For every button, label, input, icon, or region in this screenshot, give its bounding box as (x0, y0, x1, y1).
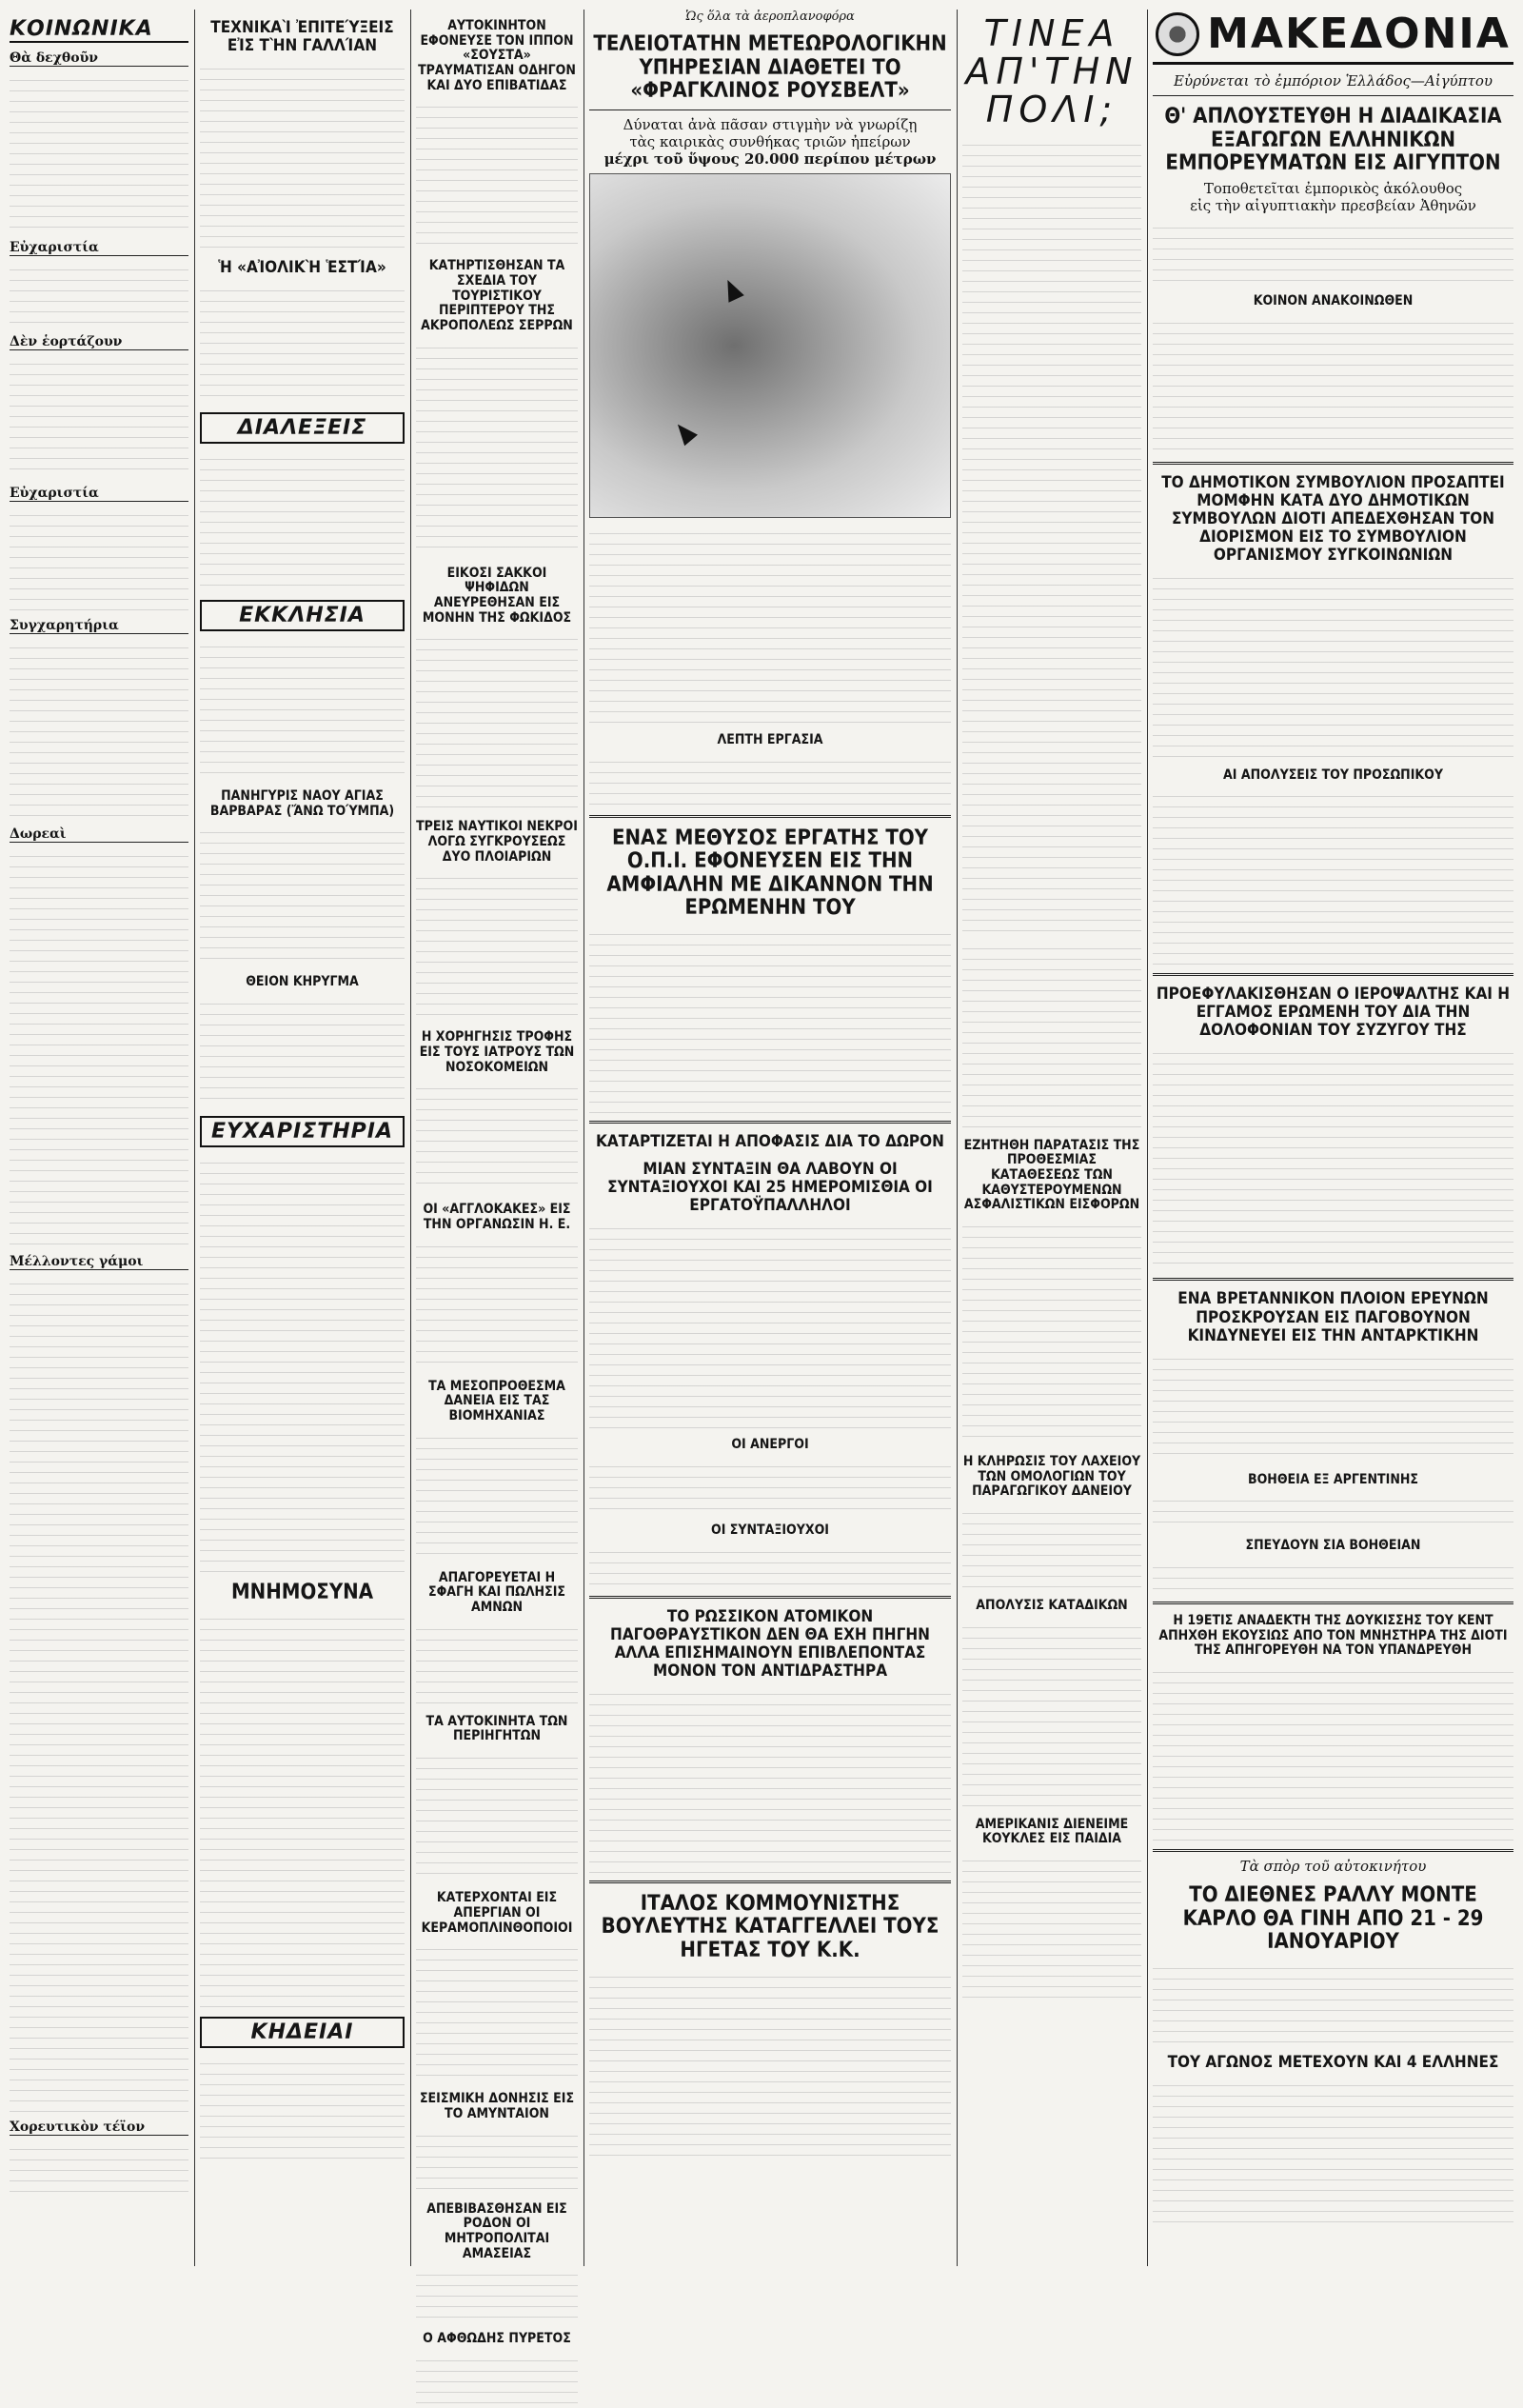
text-block (416, 1940, 578, 2082)
text-block (1153, 1558, 1513, 1596)
kicker: Τὰ σπὸρ τοῦ αὐτοκινήτου (1239, 1857, 1427, 1875)
text-block (416, 1428, 578, 1562)
subhead: ΒΟΗΘΕΙΑ ΕΞ ΑΡΓΕΝΤΙΝΗΣ (1247, 1471, 1419, 1487)
headline: ΙΤΑΛΟΣ ΚΟΜΜΟΥΝΙΣΤΗΣ ΒΟΥΛΕΥΤΗΣ ΚΑΤΑΓΓΕΛΛΕΙ ΤΟΥΣ ΗΓΕΤΑΣ ΤΟΥ Κ.Κ. (601, 1891, 940, 1962)
subhead: Εὐχαριστία (10, 240, 188, 256)
text-block (416, 1620, 578, 1705)
column-five (962, 10, 1141, 2266)
text-block (962, 1217, 1141, 1445)
text-block (1153, 568, 1513, 759)
column-two (200, 10, 405, 2266)
headline: ΤΟ ΡΩΣΣΙΚΟΝ ΑΤΟΜΙΚΟΝ ΠΑΓΟΘΡΑΥΣΤΙΚΟΝ ΔΕΝ ΘΑ ΕΧΗ ΠΗΓΗΝ ΑΛΛΑ ΕΠΙΣΗΜΑΙΝΟΥΝ ΕΠΙΒΛΕΠΟΝΤΑΣ ΜΟΝΟΝ ΤΟΝ ΑΝΤΙΔΡΑΣΤΗΡΑ (610, 1606, 930, 1681)
text-block (962, 1503, 1141, 1589)
text-block (416, 2126, 578, 2193)
headline: ΤΕΧΝΙΚΑῚ ἘΠΙΤΕΎΞΕΙΣ ΕἸΣ ΤῊΝ ΓΑΛΛΊΑΝ (210, 18, 394, 56)
text-block (589, 1684, 951, 1875)
deck: μέχρι τοῦ ὕψους 20.000 περίπου μέτρων (603, 149, 937, 168)
masthead-title: ΜΑΚΕΔΟΝΙΑ (1207, 10, 1511, 58)
headline: ΟΙ ΣΥΝΤΑΞΙΟΥΧΟΙ (711, 1522, 829, 1538)
newspaper-page (10, 10, 1513, 2347)
headline: ΤΟΥ ΑΓΩΝΟΣ ΜΕΤΕΧΟΥΝ ΚΑΙ 4 ΕΛΛΗΝΕΣ (1167, 2052, 1499, 2072)
headline: ΣΕΙΣΜΙΚΗ ΔΟΝΗΣΙΣ ΕΙΣ ΤΟ ΑΜΥΝΤΑΙΟΝ (419, 2091, 575, 2121)
column-rule (583, 10, 584, 2266)
subhead: Δὲν ἑορτάζουν (10, 334, 188, 350)
headline: ΑΠΑΓΟΡΕΥΕΤΑΙ Η ΣΦΑΓΗ ΚΑΙ ΠΩΛΗΣΙΣ ΑΜΝΩΝ (427, 1569, 565, 1616)
column-social (10, 10, 188, 2266)
section-funerals: ΚΗΔΕΙΑΙ (200, 2017, 405, 2048)
text-block (200, 1609, 405, 2009)
text-block (10, 638, 188, 819)
headline: ΜΝΗΜΟΣΥΝΑ (230, 1581, 374, 1605)
headline: ΟΙ ΑΝΕΡΓΟΙ (731, 1437, 809, 1453)
headline: ΕΖΗΤΗΘΗ ΠΑΡΑΤΑΣΙΣ ΤΗΣ ΠΡΟΘΕΣΜΙΑΣ ΚΑΤΑΘΕΣΕΩΣ ΤΩΝ ΚΑΘΥΣΤΕΡΟΥΜΕΝΩΝ ΑΣΦΑΛΙΣΤΙΚΩΝ ΕΙΣΦΟΡΩΝ (963, 1137, 1140, 1213)
text-block (1153, 218, 1513, 285)
text-block (200, 1153, 405, 1572)
text-block (1153, 1959, 1513, 2044)
text-block (962, 1618, 1141, 1808)
subhead: Μέλλοντες γάμοι (10, 1254, 188, 1270)
text-block (416, 868, 578, 1021)
feature-title: ΤΙΝΕΑ ΑΠ'ΤΗΝ ΠΟΛΙ; (965, 12, 1138, 130)
text-block (200, 449, 405, 592)
section-social: ΚΟΙΝΩΝΙΚΑ (10, 17, 188, 43)
text-block (10, 1274, 188, 2112)
headline: ΑΠΕΒΙΒΑΣΘΗΣΑΝ ΕΙΣ ΡΟΔΟΝ ΟΙ ΜΗΤΡΟΠΟΛΙΤΑΙ ΑΜΑΣΕΙΑΣ (426, 2200, 567, 2261)
headline: Η ΧΟΡΗΓΗΣΙΣ ΤΡΟΦΗΣ ΕΙΣ ΤΟΥΣ ΙΑΤΡΟΥΣ ΤΩΝ ΝΟΣΟΚΟΜΕΙΩΝ (419, 1029, 575, 1075)
deck: Τοποθετεῖται ἐμπορικὸς ἀκόλουθος (1203, 179, 1463, 197)
text-block (962, 135, 1141, 935)
text-block (10, 2139, 188, 2197)
text-block (962, 939, 1141, 1129)
text-block (10, 354, 188, 478)
text-block (589, 1457, 951, 1514)
text-block (416, 1748, 578, 1881)
kicker: Ὡς ὅλα τὰ ἀεροπλανοφόρα (685, 10, 855, 24)
column-rule (957, 10, 958, 2266)
aerial-photo (589, 173, 951, 518)
text-block (200, 2054, 405, 2159)
headline: ΤΡΕΙΣ ΝΑΥΤΙΚΟΙ ΝΕΚΡΟΙ ΛΟΓΩ ΣΥΓΚΡΟΥΣΕΩΣ ΔΥΟ ΠΛΟΙΑΡΙΩΝ (416, 819, 578, 865)
headline-main: Θ' ΑΠΛΟΥΣΤΕΥΘΗ Η ΔΙΑΔΙΚΑΣΙΑ ΕΞΑΓΩΓΩΝ ΕΛΛΗΝΙΚΩΝ ΕΜΠΟΡΕΥΜΑΤΩΝ ΕΙΣ ΑΙΓΥΠΤΟΝ (1164, 105, 1502, 176)
text-block (589, 524, 951, 724)
text-block (1153, 2076, 1513, 2228)
text-block (416, 629, 578, 810)
subhead: Συγχαρητήρια (10, 618, 188, 634)
text-block (200, 637, 405, 780)
text-block (416, 97, 578, 249)
headline: ΤΟ ΔΙΕΘΝΕΣ ΡΑΛΛΥ ΜΟΝΤΕ ΚΑΡΛΟ ΘΑ ΓΙΝΗ ΑΠΟ 21 - 29 ΙΑΝΟΥΑΡΙΟΥ (1182, 1882, 1484, 1955)
headline: Η ΚΛΗΡΩΣΙΣ ΤΟΥ ΛΑΧΕΙΟΥ ΤΩΝ ΟΜΟΛΟΓΙΩΝ ΤΟΥ ΠΑΡΑΓΩΓΙΚΟΥ ΔΑΝΕΙΟΥ (962, 1454, 1141, 1500)
headline: ΠΑΝΗΓΥΡΙΣ ΝΑΟΥ ΑΓΙΑΣ ΒΑΡΒΑΡΑΣ (ἌΝΩ ΤΟΎΜΠΑ) (209, 788, 395, 819)
text-block (200, 59, 405, 249)
headline: ΤΑ ΜΕΣΟΠΡΟΘΕΣΜΑ ΔΑΝΕΙΑ ΕΙΣ ΤΑΣ ΒΙΟΜΗΧΑΝΙΑΣ (428, 1378, 565, 1424)
headline: ΑΠΟΛΥΣΙΣ ΚΑΤΑΔΙΚΩΝ (976, 1598, 1128, 1614)
text-block (962, 1851, 1141, 2003)
headline: ΘΕΙΟΝ ΚΗΡΥΓΜΑ (246, 974, 359, 990)
headline: Ἡ «ΑἸΟΛΙΚῊ ἙΣΤΊΑ» (218, 258, 386, 278)
text-block (416, 1237, 578, 1370)
deck: Εὐρύνεται τὸ ἐμπόριον Ἑλλάδος—Αἰγύπτου (1174, 72, 1493, 90)
text-block (10, 506, 188, 610)
headline: ΕΙΚΟΣΙ ΣΑΚΚΟΙ ΨΗΦΙΔΩΝ ΑΝΕΥΡΕΘΗΣΑΝ ΕΙΣ ΜΟΝΗΝ ΤΗΣ ΦΩΚΙΔΟΣ (422, 565, 572, 626)
headline: Η 19ΕΤΙΣ ΑΝΑΔΕΚΤΗ ΤΗΣ ΔΟΥΚΙΣΣΗΣ ΤΟΥ ΚΕΝΤ ΑΠΗΧΘΗ ΕΚΟΥΣΙΩΣ ΑΠΟ ΤΟΝ ΜΝΗΣΤΗΡΑ ΤΗΣ ΔΙΟΤΙ ΤΗΣ ΑΠΗΓΟΡΕΥΘΗ ΝΑ ΤΟΝ ΥΠΑΝΔΡΕΥΘΗ (1158, 1612, 1508, 1659)
headline: Ο ΑΦΘΩΔΗΣ ΠΥΡΕΤΟΣ (423, 2331, 571, 2347)
headline: ΜΙΑΝ ΣΥΝΤΑΞΙΝ ΘΑ ΛΑΒΟΥΝ ΟΙ ΣΥΝΤΑΞΙΟΥΧΟΙ ΚΑΙ 25 ΗΜΕΡΟΜΙΣΘΙΑ ΟΙ ΕΡΓΑΤΟΫΠΑΛΛΗΛΟΙ (607, 1160, 933, 1216)
text-block (10, 260, 188, 327)
deck: εἰς τὴν αἰγυπτιακὴν πρεσβείαν Ἀθηνῶν (1190, 196, 1476, 214)
headline: ΤΟ ΔΗΜΟΤΙΚΟΝ ΣΥΜΒΟΥΛΙΟΝ ΠΡΟΣΑΠΤΕΙ ΜΟΜΦΗΝ ΚΑΤΑ ΔΥΟ ΔΗΜΟΤΙΚΩΝ ΣΥΜΒΟΥΛΩΝ ΔΙΟΤΙ ΑΠΕΔΕΧΘΗΣΑΝ ΤΟΝ ΔΙΟΡΙΣΜΟΝ ΕΙΣ ΤΟ ΣΥΜΒΟΥΛΙΟΝ ΟΡΓΑΝΙΣΜΟΥ ΣΥΓΚΟΙΝΩΝΙΩΝ (1161, 472, 1505, 565)
column-six (1153, 10, 1513, 2266)
headline: ΑΥΤΟΚΙΝΗΤΟΝ ΕΦΟΝΕΥΣΕ ΤΟΝ ΙΠΠΟΝ «ΣΟΥΣΤΑ» ΤΡΑΥΜΑΤΙΣΑΝ ΟΔΗΓΟΝ ΚΑΙ ΔΥΟ ΕΠΙΒΑΤΙΔΑΣ (418, 18, 576, 93)
text-block (1153, 1491, 1513, 1529)
text-block (1153, 313, 1513, 456)
headline: ΚΑΤΕΡΧΟΝΤΑΙ ΕΙΣ ΑΠΕΡΓΙΑΝ ΟΙ ΚΕΡΑΜΟΠΛΙΝΘΟΠΟΙΟΙ (421, 1890, 573, 1936)
text-block (589, 1542, 951, 1590)
text-block (1153, 1662, 1513, 1843)
subhead: Δωρεαὶ (10, 826, 188, 843)
headline: ΟΙ «ΑΓΓΛΟΚΑΚΕΣ» ΕΙΣ ΤΗΝ ΟΡΓΑΝΩΣΙΝ Η. Ε. (423, 1202, 571, 1233)
text-block (1153, 1044, 1513, 1272)
text-block (200, 994, 405, 1108)
headline: ΕΝΑΣ ΜΕΘΥΣΟΣ ΕΡΓΑΤΗΣ ΤΟΥ Ο.Π.Ι. ΕΦΟΝΕΥΣΕΝ ΕΙΣ ΤΗΝ ΑΜΦΙΑΛΗΝ ΜΕ ΔΙΚΑΝΝΟΝ ΤΗΝ ΕΡΩΜΕΝΗΝ ΤΟΥ (606, 826, 934, 921)
subhead: ΑΙ ΑΠΟΛΥΣΕΙΣ ΤΟΥ ΠΡΟΣΩΠΙΚΟΥ (1223, 766, 1443, 783)
masthead (1153, 10, 1513, 65)
deck: τὰς καιρικὰς συνθήκας τριῶν ἠπείρων (629, 132, 911, 150)
subhead: ΣΠΕΥΔΟΥΝ ΣΙΑ ΒΟΗΘΕΙΑΝ (1245, 1538, 1421, 1554)
subhead: Θὰ δεχθοῦν (10, 50, 188, 67)
subhead: ΚΟΙΝΟΝ ΑΝΑΚΟΙΝΩΘΕΝ (1253, 292, 1414, 308)
aircraft-marker-icon (671, 419, 698, 446)
column-three (416, 10, 578, 2347)
column-four (589, 10, 951, 2266)
headline-main: ΤΕΛΕΙΟΤΑΤΗΝ ΜΕΤΕΩΡΟΛΟΓΙΚΗΝ ΥΠΗΡΕΣΙΑΝ ΔΙΑΘΕΤΕΙ ΤΟ «ΦΡΑΓΚΛΙΝΟΣ ΡΟΥΣΒΕΛΤ» (593, 32, 947, 104)
headline: ΤΑ ΑΥΤΟΚΙΝΗΤΑ ΤΩΝ ΠΕΡΙΗΓΗΤΩΝ (425, 1713, 568, 1744)
text-block (200, 823, 405, 965)
text-block (416, 1079, 578, 1193)
text-block (589, 1967, 951, 2158)
text-block (589, 752, 951, 809)
section-lectures: ΔΙΑΛΕΞΕΙΣ (200, 412, 405, 444)
text-block (589, 925, 951, 1115)
headline: ΚΑΤΑΡΤΙΖΕΤΑΙ Η ΑΠΟΦΑΣΙΣ ΔΙΑ ΤΟ ΔΩΡΟΝ (596, 1132, 944, 1152)
text-block (416, 338, 578, 557)
subhead: Χορευτικὸν τέϊον (10, 2119, 188, 2136)
section-church: ΕΚΚΛΗΣΙΑ (200, 600, 405, 631)
headline: ΠΡΟΕΦΥΛΑΚΙΣΘΗΣΑΝ Ο ΙΕΡΟΨΑΛΤΗΣ ΚΑΙ Η ΕΓΓΑΜΟΣ ΕΡΩΜΕΝΗ ΤΟΥ ΔΙΑ ΤΗΝ ΔΟΛΟΦΟΝΙΑΝ ΤΟΥ ΣΥΖΥΓΟΥ ΤΗΣ (1156, 985, 1511, 1041)
headline: ΛΕΠΤΗ ΕΡΓΑΣΙΑ (717, 731, 823, 747)
column-rule (194, 10, 195, 2266)
column-rule (1147, 10, 1148, 2266)
headline: ΑΜΕΡΙΚΑΝΙΣ ΔΙΕΝΕΙΜΕ ΚΟΥΚΛΕΣ ΕΙΣ ΠΑΙΔΙΑ (975, 1816, 1129, 1847)
deck: Δύναται ἀνὰ πᾶσαν στιγμὴν νὰ γνωρίζῃ (623, 115, 918, 133)
text-block (10, 846, 188, 1246)
text-block (416, 2265, 578, 2322)
subhead: Εὐχαριστία (10, 486, 188, 502)
text-block (1153, 1349, 1513, 1463)
headline: ΚΑΤΗΡΤΙΣΘΗΣΑΝ ΤΑ ΣΧΕΔΙΑ ΤΟΥ ΤΟΥΡΙΣΤΙΚΟΥ ΠΕΡΙΠΤΕΡΟΥ ΤΗΣ ΑΚΡΟΠΟΛΕΩΣ ΣΕΡΡΩΝ (421, 258, 573, 334)
masthead-logo-icon (1156, 12, 1199, 56)
text-block (589, 1219, 951, 1428)
text-block (416, 2351, 578, 2408)
column-rule (410, 10, 411, 2266)
section-thanks: ΕΥΧΑΡΙΣΤΗΡΙΑ (200, 1116, 405, 1147)
text-block (10, 70, 188, 232)
headline: ΕΝΑ ΒΡΕΤΑΝΝΙΚΟΝ ΠΛΟΙΟΝ ΕΡΕΥΝΩΝ ΠΡΟΣΚΡΟΥΣΑΝ ΕΙΣ ΠΑΓΟΒΟΥΝΟΝ ΚΙΝΔΥΝΕΥΕΙ ΕΙΣ ΤΗΝ ΑΝΤΑΡΚΤΙΚΗΝ (1177, 1289, 1489, 1345)
aircraft-marker-icon (720, 276, 744, 303)
text-block (200, 281, 405, 405)
text-block (1153, 786, 1513, 967)
